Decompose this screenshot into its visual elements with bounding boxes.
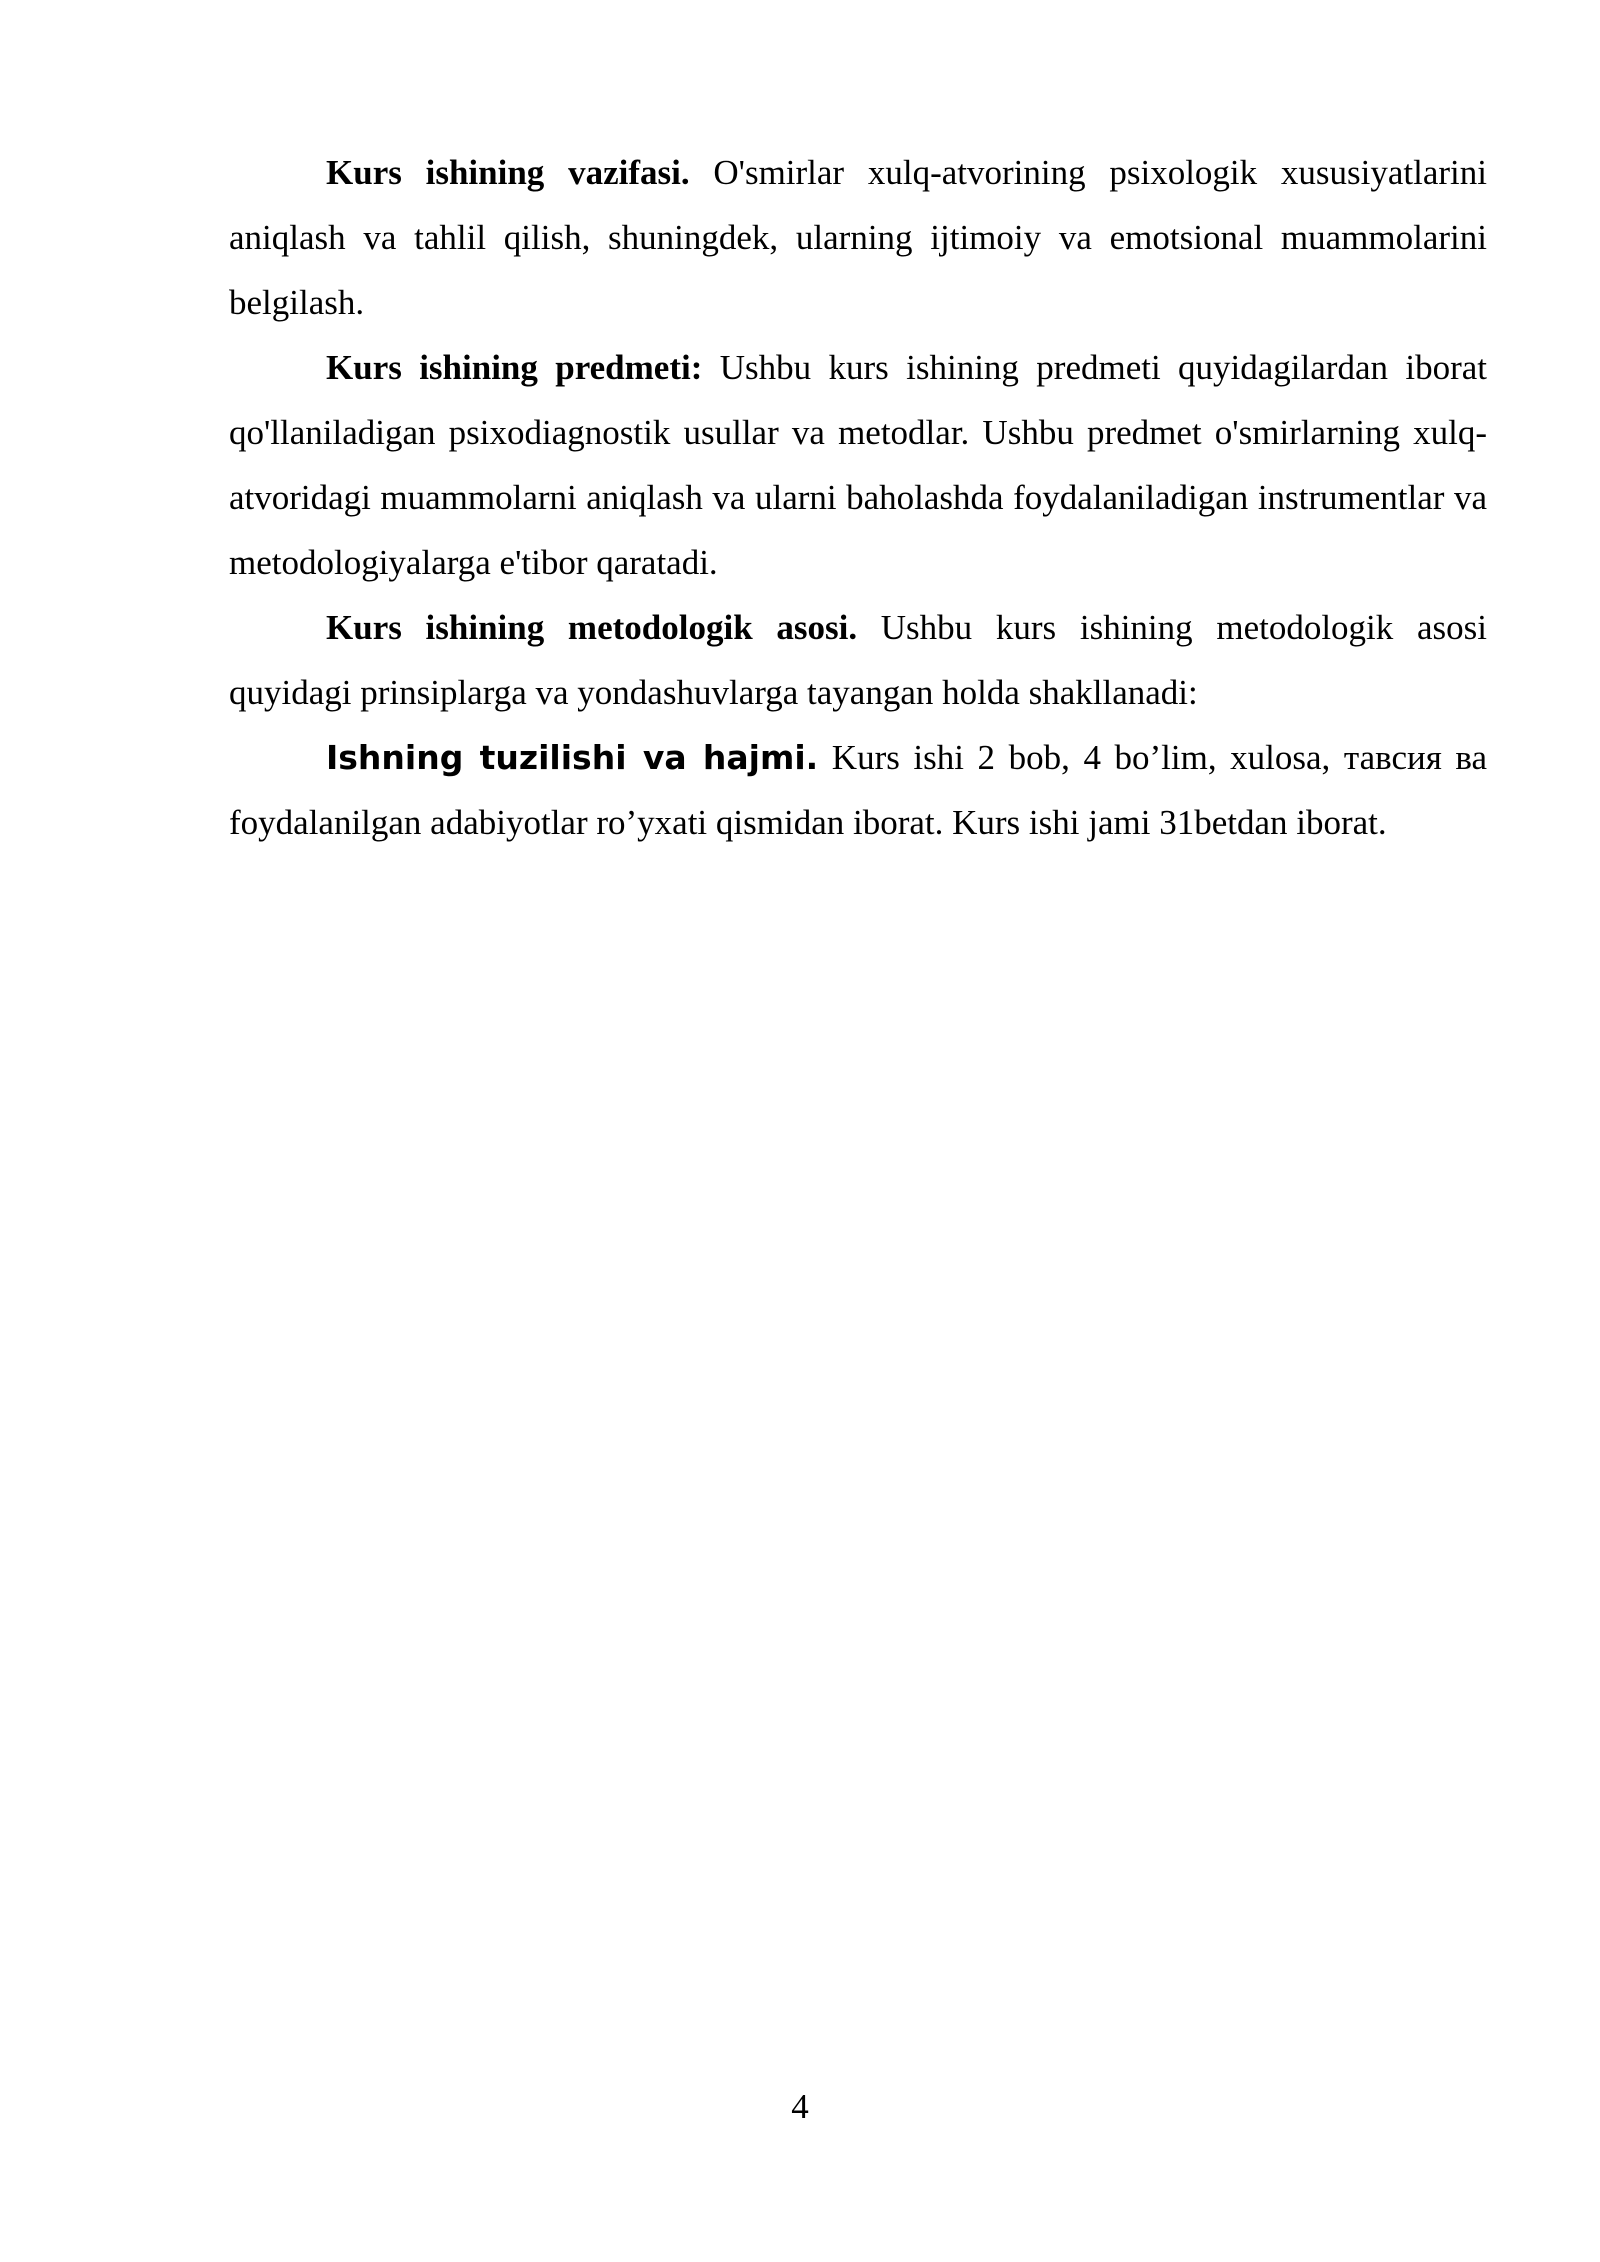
- paragraph-task: [229, 140, 1487, 335]
- paragraph-subject-text: Ushbu kurs ishining predmeti quyidagilardan iborat qo'llaniladigan psixodiagnostik usullar va metodlar. Ushbu predmet o'smirlarning xulq-atvoridagi muammolarni aniqlash va ularni baholashda foydalaniladigan instrumentlar va metodologiyalarga e'tibor qaratadi.: [229, 348, 1487, 582]
- paragraph-subject-heading: Kurs ishining predmeti:: [326, 348, 703, 387]
- page-number: 4: [791, 2087, 809, 2126]
- paragraph-subject: [229, 335, 1487, 595]
- paragraph-methodology-text: Ushbu kurs ishining metodologik asosi quyidagi prinsiplarga va yondashuvlarga tayangan holda shakllanadi:: [229, 608, 1487, 712]
- page-content: [229, 140, 1487, 855]
- paragraph-structure-heading: Ishning tuzilishi va hajmi.: [326, 738, 819, 777]
- paragraph-structure: [229, 725, 1487, 855]
- paragraph-task-text: O'smirlar xulq-atvorining psixologik xususiyatlarini aniqlash va tahlil qilish, shuningdek, ularning ijtimoiy va emotsional muammolarini belgilash.: [229, 153, 1488, 322]
- paragraph-task-heading: Kurs ishining vazifasi.: [326, 153, 690, 192]
- paragraph-methodology: [229, 595, 1487, 725]
- paragraph-structure-text: Kurs ishi 2 bob, 4 bo’lim, xulosa, тавсия ва foydalanilgan adabiyotlar ro’yxati qismidan iborat. Kurs ishi jami 31betdan iborat.: [229, 738, 1487, 842]
- paragraph-methodology-heading: Kurs ishining metodologik asosi.: [326, 608, 858, 647]
